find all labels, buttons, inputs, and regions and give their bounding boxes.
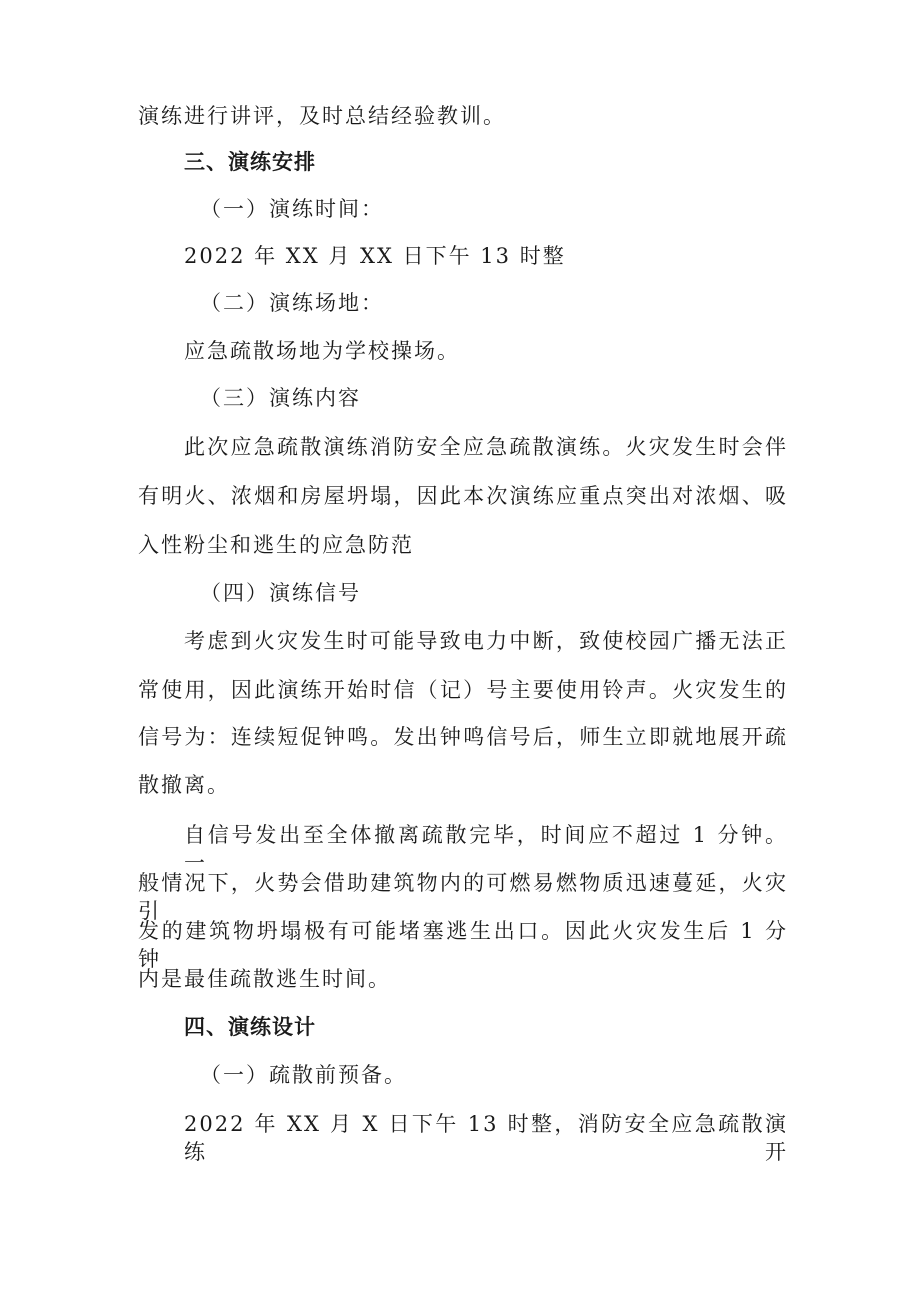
paragraph-line: 此次应急疏散演练消防安全应急疏散演练。火灾发生时会伴 — [184, 435, 788, 459]
paragraph-line: 考虑到火灾发生时可能导致电力中断，致使校园广播无法正 — [184, 629, 788, 653]
drill-time-value: 2022 年 XX 月 XX 日下午 13 时整 — [184, 244, 566, 268]
paragraph-line: 般情况下，火势会借助建筑物内的可燃易燃物质迅速蔓延，火灾引 — [138, 871, 788, 923]
paragraph-line: 散撤离。 — [138, 773, 230, 797]
subheading-drill-venue: （二）演练场地： — [200, 291, 384, 315]
subheading-drill-time: （一）演练时间： — [200, 197, 384, 221]
paragraph-line: 内是最佳疏散逃生时间。 — [138, 967, 391, 991]
paragraph-line: 自信号发出至全体撤离疏散完毕，时间应不超过 1 分钟。一 — [184, 823, 788, 875]
section-heading-design: 四、演练设计 — [184, 1015, 316, 1039]
drill-venue-value: 应急疏散场地为学校操场。 — [184, 339, 460, 363]
paragraph-line: 2022 年 XX 月 X 日下午 13 时整，消防安全应急疏散演练开 — [184, 1112, 788, 1164]
paragraph-line: 发的建筑物坍塌极有可能堵塞逃生出口。因此火灾发生后 1 分钟 — [138, 919, 788, 971]
subheading-drill-content: （三）演练内容 — [200, 386, 361, 410]
section-heading-arrangement: 三、演练安排 — [184, 150, 316, 174]
paragraph-line: 信号为：连续短促钟鸣。发出钟鸣信号后，师生立即就地展开疏 — [138, 725, 788, 749]
paragraph-line: 常使用，因此演练开始时信（记）号主要使用铃声。火灾发生的 — [138, 678, 788, 702]
paragraph-line: 入性粉尘和逃生的应急防范 — [138, 533, 414, 557]
subheading-drill-signal: （四）演练信号 — [200, 581, 361, 605]
subheading-pre-evacuation: （一）疏散前预备。 — [200, 1063, 407, 1087]
paragraph-line: 演练进行讲评，及时总结经验教训。 — [138, 104, 506, 128]
paragraph-line: 有明火、浓烟和房屋坍塌，因此本次演练应重点突出对浓烟、吸 — [138, 484, 788, 508]
